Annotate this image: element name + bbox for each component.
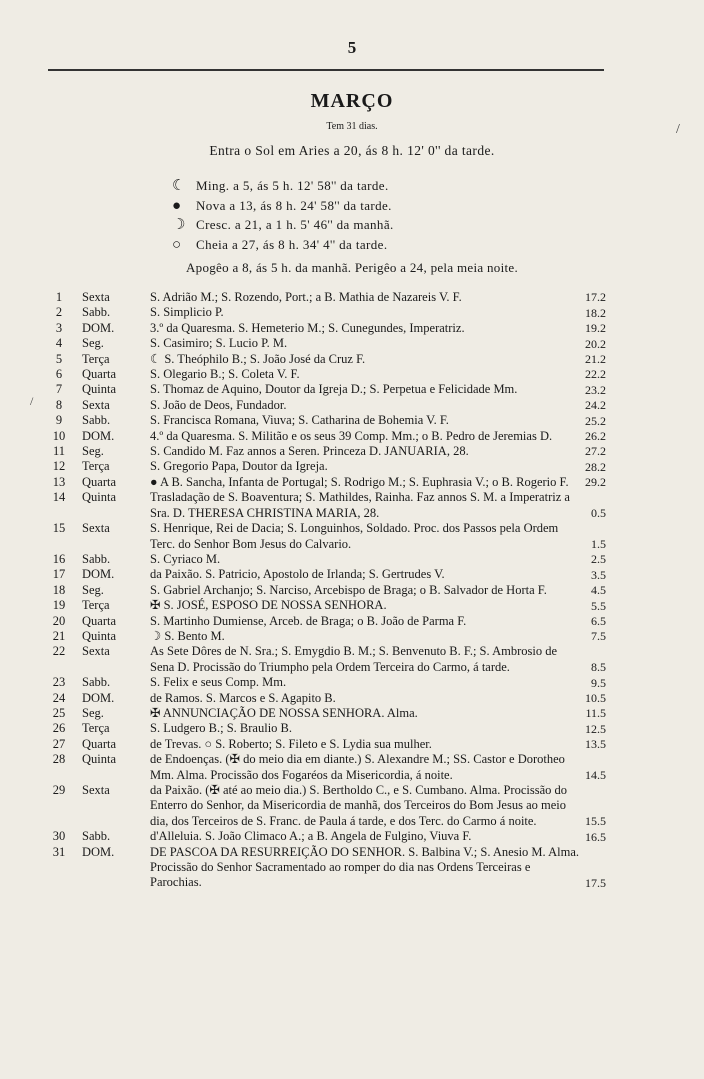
saints-text: S. Olegario B.; S. Coleta V. F.	[150, 367, 300, 382]
margin-pencil-mark: /	[676, 122, 680, 137]
weekday: Sexta	[82, 783, 110, 797]
moon-age-value: 28.2	[585, 459, 606, 474]
calendar-row	[0, 321, 704, 336]
weekday: Sexta	[82, 521, 110, 536]
day-number: 23	[52, 675, 66, 690]
weekday: Sexta	[82, 290, 110, 304]
calendar-row	[0, 598, 704, 613]
saints-text: S. Felix e seus Comp. Mm.	[150, 675, 287, 690]
moon-age-value: 17.5	[585, 875, 606, 890]
day-number: 31	[52, 844, 66, 859]
day-number: 11	[52, 444, 66, 459]
moon-age-value: 15.5	[585, 814, 606, 829]
calendar-row	[0, 675, 704, 690]
calendar-row	[0, 521, 704, 552]
weekday: Sabb.	[82, 413, 111, 428]
day-number: 5	[55, 351, 63, 366]
calendar-row	[0, 583, 704, 598]
moon-age-value: 12.5	[585, 721, 606, 736]
moon-age-value: 5.5	[591, 598, 606, 613]
apogee-perigee-line: Apogêo a 8, ás 5 h. da manhã. Perigêo a 24, pela meia noite.	[185, 260, 519, 275]
moon-age-value: 25.2	[585, 413, 606, 428]
moon-age-value: 26.2	[585, 429, 606, 444]
month-title: MARÇO	[310, 90, 394, 112]
saints-text: ● A B. Sancha, Infanta de Portugal; S. Rodrigo M.; S. Euphrasia V.; o B. Rogerio F.	[150, 474, 569, 489]
day-number: 16	[52, 551, 66, 566]
weekday: Seg.	[82, 582, 104, 597]
calendar-row	[0, 629, 704, 644]
calendar-row	[0, 352, 704, 367]
day-number: 18	[52, 582, 66, 597]
moon-age-value: 27.2	[585, 444, 606, 459]
new-moon-icon: ●	[172, 197, 182, 214]
weekday: DOM.	[82, 844, 115, 859]
weekday: DOM.	[82, 567, 115, 582]
weekday: Quinta	[82, 382, 117, 397]
weekday: Sabb.	[82, 551, 111, 566]
moon-age-value: 17.2	[585, 290, 606, 305]
phase-text: Nova a 13, ás 8 h. 24' 58'' da tarde.	[196, 197, 392, 213]
saints-text: de Ramos. S. Marcos e S. Agapito B.	[150, 690, 336, 705]
calendar-row	[0, 444, 704, 459]
day-number: 19	[52, 598, 66, 613]
saints-text: S. Casimiro; S. Lucio P. M.	[150, 336, 288, 351]
weekday: Quinta	[82, 752, 117, 767]
calendar-row	[0, 644, 704, 675]
moon-age-value: 29.2	[585, 475, 606, 490]
phase-text: Cheia a 27, ás 8 h. 34' 4'' da tarde.	[196, 236, 388, 252]
saints-text: da Paixão. (✠ até ao meio dia.) S. Bertholdo C., e S. Cumbano. Alma. Procissão do Enterro do Senhor, da Misericordia de manhã, dos Terceiros do Bom Jesus ao meio dia, dos Terceiros de S. Franc. de Paula á tarde, e dos Terc. do Carmo á noite.	[150, 783, 568, 828]
moon-age-value: 2.5	[591, 552, 606, 567]
weekday: Terça	[82, 598, 110, 613]
saints-text: ☽ S. Bento M.	[150, 628, 225, 643]
moon-age-value: 13.5	[585, 737, 606, 752]
calendar-row	[0, 721, 704, 736]
weekday: DOM.	[82, 320, 115, 335]
day-number: 20	[52, 613, 66, 628]
saints-text: 3.º da Quaresma. S. Hemeterio M.; S. Cunegundes, Imperatriz.	[150, 320, 465, 335]
saints-text: S. Thomaz de Aquino, Doutor da Igreja D.; S. Perpetua e Felicidade Mm.	[150, 382, 518, 397]
days-count: Tem 31 dias.	[326, 121, 378, 132]
calendar-row	[0, 413, 704, 428]
calendar-row	[0, 367, 704, 382]
moon-age-value: 6.5	[591, 613, 606, 628]
day-number: 6	[55, 367, 63, 382]
full-moon-icon: ○	[172, 236, 182, 253]
saints-text: S. João de Deos, Fundador.	[150, 397, 287, 412]
phase-text: Ming. a 5, ás 5 h. 12' 58'' da tarde.	[196, 178, 389, 193]
moon-age-value: 21.2	[585, 352, 606, 367]
weekday: Quarta	[82, 367, 117, 382]
weekday: Quinta	[82, 490, 117, 505]
moon-age-value: 10.5	[585, 690, 606, 705]
day-number: 4	[55, 336, 63, 351]
weekday: Quarta	[82, 474, 117, 489]
calendar-row	[0, 783, 704, 829]
weekday: Sabb.	[82, 675, 111, 690]
day-number: 22	[52, 644, 66, 659]
moon-age-value: 1.5	[591, 536, 606, 551]
day-number: 21	[52, 628, 66, 643]
weekday: Seg.	[82, 705, 104, 720]
weekday: Sexta	[82, 644, 110, 659]
calendar-row	[0, 429, 704, 444]
weekday: Sabb.	[82, 829, 111, 844]
moon-phase	[172, 235, 394, 255]
day-number: 9	[55, 413, 63, 428]
last-quarter-moon-icon: ☾	[172, 178, 186, 194]
header-rule	[48, 69, 604, 71]
weekday: Sexta	[82, 397, 110, 412]
moon-age-value: 19.2	[585, 321, 606, 336]
day-number: 28	[52, 752, 66, 767]
saints-text: S. Simplicio P.	[150, 305, 224, 320]
saints-text: ☾ S. Theóphilo B.; S. João José da Cruz F.	[150, 351, 366, 366]
moon-age-value: 0.5	[591, 506, 606, 521]
weekday: Quinta	[82, 628, 117, 643]
day-number: 12	[52, 459, 66, 474]
page-number: 5	[347, 38, 357, 57]
saints-text: S. Henrique, Rei de Dacia; S. Longuinhos, Soldado. Proc. dos Passos pela Ordem Terc. do Senhor Bom Jesus do Calvario.	[150, 521, 559, 551]
day-number: 17	[52, 567, 66, 582]
weekday: Quarta	[82, 736, 117, 751]
saints-text: de Endoenças. (✠ do meio dia em diante.) S. Alexandre M.; SS. Castor e Dorotheo Mm. Alma. Procissão dos Fogaréos da Misericordia, á noite.	[150, 752, 565, 782]
calendar-row	[0, 459, 704, 474]
saints-text: ✠ ANNUNCIAÇÃO DE NOSSA SENHORA. Alma.	[150, 705, 418, 720]
moon-age-value: 7.5	[591, 629, 606, 644]
moon-age-value: 9.5	[591, 675, 606, 690]
day-number: 14	[52, 490, 66, 505]
margin-tick-mark: /	[30, 394, 34, 408]
saints-text: S. Adrião M.; S. Rozendo, Port.; a B. Mathia de Nazareis V. F.	[150, 290, 462, 304]
saints-text: S. Gregorio Papa, Doutor da Igreja.	[150, 459, 328, 474]
weekday: Terça	[82, 459, 110, 474]
moon-phase	[172, 196, 394, 216]
saints-text: ✠ S. JOSÉ, ESPOSO DE NOSSA SENHORA.	[150, 598, 387, 613]
saints-text: S. Ludgero B.; S. Braulio B.	[150, 721, 293, 736]
calendar-row	[0, 305, 704, 320]
moon-phase	[172, 215, 394, 235]
calendar-row	[0, 829, 704, 844]
moon-age-value: 3.5	[591, 567, 606, 582]
calendar-row	[0, 614, 704, 629]
saints-text: S. Cyriaco M.	[150, 551, 221, 566]
weekday: Seg.	[82, 336, 104, 351]
calendar-row	[0, 382, 704, 397]
moon-phase	[172, 176, 394, 196]
day-number: 2	[55, 305, 63, 320]
day-number: 8	[55, 397, 63, 412]
moon-age-value: 16.5	[585, 829, 606, 844]
saints-text: da Paixão. S. Patricio, Apostolo de Irlanda; S. Gertrudes V.	[150, 567, 445, 582]
day-number: 25	[52, 705, 66, 720]
calendar-row	[0, 691, 704, 706]
day-number: 15	[52, 521, 66, 536]
calendar-row	[0, 336, 704, 351]
weekday: DOM.	[82, 428, 115, 443]
moon-age-value: 18.2	[585, 305, 606, 320]
saints-text: de Trevas. ○ S. Roberto; S. Fileto e S. Lydia sua mulher.	[150, 736, 432, 751]
saints-text: d'Alleluia. S. João Climaco A.; a B. Angela de Fulgino, Viuva F.	[150, 829, 472, 844]
moon-age-value: 11.5	[585, 706, 606, 721]
saints-text: 4.º da Quaresma. S. Militão e os seus 39 Comp. Mm.; o B. Pedro de Jeremias D.	[150, 428, 553, 443]
first-quarter-moon-icon: ☽	[172, 217, 186, 233]
weekday: Sabb.	[82, 305, 111, 320]
saints-text: Trasladação de S. Boaventura; S. Mathildes, Rainha. Faz annos S. M. a Imperatriz a Sra. D. THERESA CHRISTINA MARIA, 28.	[150, 490, 570, 520]
day-number: 30	[52, 829, 66, 844]
moon-age-value: 20.2	[585, 336, 606, 351]
calendar-row	[0, 567, 704, 582]
calendar-row	[0, 398, 704, 413]
saints-text: As Sete Dôres de N. Sra.; S. Emygdio B. M.; S. Benvenuto B. F.; S. Ambrosio de Sena D. Procissão do Triumpho pela Ordem Terceira do Carmo, á tarde.	[150, 644, 557, 674]
day-number: 3	[55, 320, 63, 335]
day-number: 26	[52, 721, 66, 736]
saints-text: S. Gabriel Archanjo; S. Narciso, Arcebispo de Braga; o B. Salvador de Horta F.	[150, 582, 547, 597]
moon-age-value: 8.5	[591, 660, 606, 675]
day-number: 1	[55, 290, 63, 304]
calendar-row	[0, 737, 704, 752]
weekday: DOM.	[82, 690, 115, 705]
day-number: 27	[52, 736, 66, 751]
saints-text: DE PASCOA DA RESURREIÇÃO DO SENHOR. S. Balbina V.; S. Anesio M. Alma. Procissão do Senhor Sacramentado ao romper do dia nas Ordens Terceiras e Parochias.	[150, 844, 580, 890]
calendar-row	[0, 706, 704, 721]
calendar-row	[0, 845, 704, 891]
day-number: 24	[52, 690, 66, 705]
saints-text: S. Candido M. Faz annos a Seren. Princeza D. JANUARIA, 28.	[150, 444, 469, 459]
moon-age-value: 23.2	[585, 382, 606, 397]
day-number: 29	[52, 783, 66, 797]
saints-text: S. Francisca Romana, Viuva; S. Catharina de Bohemia V. F.	[150, 413, 449, 428]
moon-age-value: 14.5	[585, 768, 606, 782]
moon-phases	[172, 176, 394, 254]
weekday: Seg.	[82, 444, 104, 459]
day-number: 7	[55, 382, 63, 397]
saints-text: S. Martinho Dumiense, Arceb. de Braga; o B. João de Parma F.	[150, 613, 467, 628]
weekday: Terça	[82, 351, 110, 366]
calendar-row	[0, 290, 704, 305]
moon-age-value: 24.2	[585, 398, 606, 413]
moon-age-value: 4.5	[591, 583, 606, 598]
day-number: 13	[52, 474, 66, 489]
calendar-row	[0, 490, 704, 521]
calendar-row	[0, 475, 704, 490]
sun-entry: Entra o Sol em Aries a 20, ás 8 h. 12' 0'' da tarde.	[209, 143, 495, 158]
calendar-row	[0, 552, 704, 567]
phase-text: Cresc. a 21, a 1 h. 5' 46'' da manhã.	[196, 217, 394, 232]
moon-age-value: 22.2	[585, 367, 606, 382]
day-number: 10	[52, 428, 66, 443]
weekday: Quarta	[82, 613, 117, 628]
weekday: Terça	[82, 721, 110, 736]
calendar-row	[0, 752, 704, 783]
calendar-table	[0, 290, 704, 891]
